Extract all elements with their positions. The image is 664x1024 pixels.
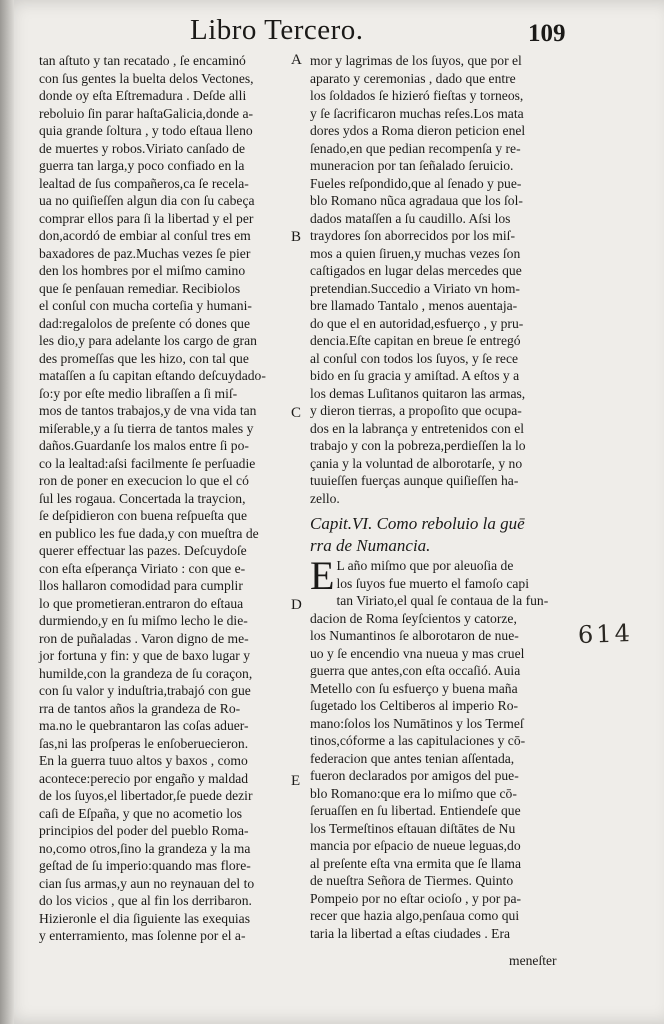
text-line: los ſoldados ſe hizieró fieſtas y torneos, — [310, 88, 524, 103]
text-line: den los hombres por el miſmo camino — [39, 263, 246, 278]
text-line: tan Viriato,el qual ſe contaua de la fun- — [336, 593, 549, 608]
text-line: dacion de Roma ſeyſcientos y catorze, — [310, 610, 517, 626]
text-line: tinos,cóforme a las capitulaciones y cō- — [310, 733, 526, 748]
text-line: ſeruaſſen en ſu libertad. Entiendeſe que — [310, 803, 521, 818]
chapter-heading — [310, 513, 572, 557]
text-line: rra de tantos años la grandeza de Ro- — [39, 700, 241, 716]
text-line: Capit.VI. Como reboluio la guē — [310, 514, 525, 533]
text-line: baxadores de paz.Muchas vezes ſe pier — [39, 245, 251, 261]
text-line: comprar ellos para ſi la libertad y el per — [39, 210, 254, 226]
catchword: meneſter — [509, 953, 557, 968]
margin-marker-a: A — [291, 52, 302, 68]
text-line: co la lealtad:aſsi facilmente ſe perſuadie — [39, 455, 256, 471]
text-line: donde oy eſta Eſtremadura . Deſde alli — [39, 88, 247, 103]
text-line: humilde,con la grandeza de ſu coraçon, — [39, 665, 253, 681]
text-line: cian ſus armas,y aun no reynauan del to — [39, 875, 255, 891]
text-line: al conſul con todos los ſuyos, y ſe rece — [310, 350, 519, 366]
text-line: ſas,ni las proſperas le enſoberuecieron. — [39, 735, 249, 751]
text-line: miſerable,y a ſu tierra de tantos males y — [39, 420, 254, 436]
text-line: zello. — [310, 490, 340, 506]
text-line: dores ydos a Roma dieron peticion enel — [310, 123, 526, 138]
text-line: guerra tan larga,y poco confiado en la — [39, 158, 245, 173]
text-line: Metello con ſu esfuerço y buena maña — [310, 680, 518, 696]
right-column — [310, 52, 572, 942]
text-line: ſenado,en que pedian recompenſa y re- — [310, 140, 521, 156]
text-line: federacion que antes tenian aſſentada, — [310, 750, 515, 766]
binding-gutter — [0, 0, 14, 1024]
text-line: tan aſtuto y tan recatado , ſe encaminó — [39, 53, 246, 68]
text-line: mancia por eſpacio de nueue leguas,do — [310, 838, 521, 853]
text-line: do que el en autoridad,esfuerço , y pru- — [310, 315, 524, 331]
text-line: dos en la labrança y entretenidos con el — [310, 420, 525, 436]
text-line: recer que hazia algo,penſaua como qui — [310, 908, 520, 923]
text-line: de nueſtra Señora de Tiermes. Quinto — [310, 873, 514, 888]
text-line: les dio,y para adelante los cargo de gran — [39, 333, 257, 348]
text-line: de los ſuyos,el libertador,ſe puede dezir — [39, 788, 253, 803]
text-line: acontece:perecio por engaño y maldad — [39, 770, 249, 786]
text-line: ma.no le quebrantaron las coſas aduer- — [39, 718, 249, 733]
text-line: mataſſen a ſu capitan eſtando deſcuydado- — [39, 368, 266, 383]
text-line: y enterramiento, mas ſolenne por el a- — [39, 928, 246, 943]
text-line: con ſus gentes la buelta delos Vectones, — [39, 70, 254, 86]
text-line: tuuieſſen fuerças aunque quiſieſſen ha- — [310, 473, 519, 488]
text-line: principios del poder del pueblo Roma- — [39, 823, 249, 838]
text-line: que ſe penſauan remediar. Recibiolos — [39, 280, 241, 296]
text-line: los Numantinos ſe alborotaron de nue- — [310, 628, 519, 643]
dropcap-letter: E — [310, 553, 335, 598]
text-line: ron de poner en execucion lo que el có — [39, 473, 249, 488]
text-line: los Termeſtinos eſtauan diſtātes de Nu — [310, 820, 516, 836]
text-line: çania y la voluntad de alborotarſe, y no — [310, 455, 523, 471]
right-column-top-text — [310, 52, 572, 507]
text-line: en publico les fue dada,y con mueſtra de — [39, 525, 259, 541]
text-line: dad:regalolos de preſente có dones que — [39, 315, 251, 331]
text-line: L año miſmo que por aleuoſia de — [336, 558, 514, 573]
text-line: ſe deſpidieron con buena reſpueſta que — [39, 508, 247, 523]
handwritten-note: 614 — [577, 619, 634, 649]
text-line: ua no quiſieſſen algun dia con ſu cabeça — [39, 193, 255, 208]
text-line: mor y lagrimas de los ſuyos, que por el — [310, 53, 522, 68]
margin-marker-e: E — [291, 773, 301, 789]
text-line: daños.Guardanſe los malos entre ſi po- — [39, 438, 249, 453]
text-line: rra de Numancia. — [310, 536, 431, 555]
text-line: reboluio ſin parar haſtaGalicia,donde a- — [39, 105, 254, 121]
text-line: al preſente eſta vna ermita que ſe llama — [310, 855, 521, 871]
left-column — [39, 52, 291, 945]
margin-marker-b: B — [291, 229, 302, 245]
text-line: y dieron tierras, a propoſito que ocupa- — [310, 403, 522, 418]
text-line: caſtigados en lugar delas mercedes que — [310, 263, 522, 278]
text-line: lealtad de ſus compañeros,ca ſe recela- — [39, 175, 249, 191]
text-line: durmiendo,y en ſu miſmo lecho le die- — [39, 613, 248, 628]
text-line: trabajo y con la pobreza,perdieſſen la lo — [310, 438, 526, 453]
text-line: don,acordó de embiar al conſul tres em — [39, 228, 251, 243]
text-line: con ſu valor y induſtria,trabajó con gue — [39, 683, 251, 698]
text-line: geſtad de ſu imperio:quando mas flore- — [39, 858, 251, 873]
right-column-bottom-text — [310, 553, 572, 942]
text-line: ron de puñaladas . Varon digno de me- — [39, 630, 249, 646]
text-line: no,como otros,ſino la grandeza y la ma — [39, 840, 251, 856]
text-line: guerra que antes,con eſta occaſió. Auia — [310, 663, 521, 678]
text-line: ſo:y por eſte medio libraſſen a ſi miſ- — [39, 385, 238, 401]
page-number: 109 — [528, 20, 566, 47]
text-line: caſi de Eſpaña, y que no acometio los — [39, 805, 243, 821]
text-line: los ſuyos fue muerto el famoſo capi — [336, 575, 529, 591]
text-line: los demas Luſitanos quitaron las armas, — [310, 385, 526, 401]
text-line: mos a quien ſiruen,y muchas vezes ſon — [310, 245, 521, 261]
text-line: el conſul con mucha corteſia y humani- — [39, 298, 252, 313]
text-line: ſul les rogaua. Concertada la traycion, — [39, 490, 246, 506]
text-line: blo Romano:que era lo miſmo que cō- — [310, 785, 517, 801]
text-line: uo y ſe encendio vna nueua y mas cruel — [310, 645, 525, 661]
text-line: Pompeio por no eſtar ocioſo , y por pa- — [310, 890, 522, 906]
text-line: y ſe ſacrificaron muchas reſes.Los mata — [310, 105, 524, 121]
text-line: pretendian.Succedio a Viriato vn hom- — [310, 280, 520, 296]
text-line: muneracion por tan ſeñalado ſeruicio. — [310, 158, 514, 173]
text-line: En la guerra tuuo altos y baxos , como — [39, 753, 248, 768]
text-line: bido en ſu gracia y amiſtad. A eſtos y a — [310, 368, 520, 383]
text-line: de muertes y robos.Viriato canſado de — [39, 140, 246, 156]
margin-marker-c: C — [291, 405, 302, 421]
text-line: lo que prometieran.entraron do eſtaua — [39, 595, 244, 611]
text-line: querer effectuar las pazes. Deſcuydoſe — [39, 543, 247, 558]
text-line: dados mataſſen a ſu caudillo. Aſsi los — [310, 210, 511, 226]
text-line: Fueles reſpondido,que al ſenado y pue- — [310, 175, 522, 191]
text-line: fueron declarados por amigos del pue- — [310, 768, 519, 783]
text-line: des promeſſas que les hizo, con tal que — [39, 350, 249, 366]
text-line: Hizieronle el dia ſiguiente las exequias — [39, 910, 251, 926]
text-line: con eſta eſperança Viriato : con que e- — [39, 560, 246, 576]
text-line: mos de tantos trabajos,y de vna vida tan — [39, 403, 257, 418]
text-line: ſugetado los Celtiberos al imperio Ro- — [310, 698, 519, 713]
text-line: mano:ſolos los Numātinos y los Termeſ — [310, 715, 524, 731]
running-title: Libro Tercero. — [190, 14, 364, 46]
text-line: taria la libertad a eſtas ciudades . Era — [310, 925, 511, 941]
text-line: traydores ſon aborrecidos por los miſ- — [310, 228, 515, 243]
text-line: jor fortuna y fin: y que de baxo lugar y — [39, 648, 251, 663]
text-line: dencia.Eſte capitan en breue ſe entregó — [310, 333, 521, 348]
text-line: bre llamado Tantalo , menos auentaja- — [310, 298, 518, 313]
margin-marker-d: D — [291, 597, 302, 613]
text-line: llos hallaron comodidad para cumplir — [39, 578, 243, 593]
text-line: quia grande ſoltura , y todo eſtaua lleno — [39, 123, 253, 138]
text-line: aparato y ceremonias , dado que entre — [310, 70, 516, 86]
text-line: do los vicios , que al fin los derribaron. — [39, 893, 252, 908]
page-header — [0, 10, 664, 50]
text-line: blo Romano nũca agradaua que los ſol- — [310, 193, 523, 208]
